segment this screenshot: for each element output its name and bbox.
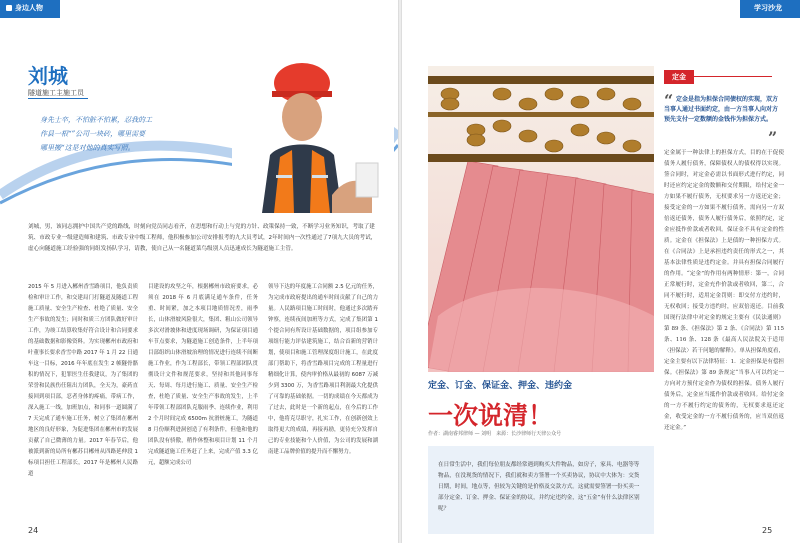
right-page [402,0,800,543]
lead-paragraph: 在日常生活中，我们每位朋友都经常遇到购买大件物品，如房子，家具、电器等等物品，在没现货的情况下，我们就和卖方签署一个买卖协议，协议中大体为：交货日期，时间，地点等，但较为关键的是价格及交款方式。这就需要签署一份买卖一部分定金、订金、押金、保证金的协议，并约定违约金，这“五金”有什么法律区别呢？ [428,446,654,534]
person-quote: 身先士卒，不怕脏不怕累，忍我的工 作县一根“”公司一块砖，哪里需要 哪里搬“这是对他的真实写照。 [40,116,152,152]
body-column-2: 目建设的攻坚之年，根据郴州市政府要求，必须在 2018 年 6 月底满足通车条件，任务重、时间紧，加之本项目地质情况差，雨季长，山体滑坡风险很大，集团、粗山公司领导多次对滑坡体和进度现场调研，为保证项目通车节点要求，为隧道施工创造条件，上半年项目部组织山体滑坡治理的情况进行连续不间断施工作业，作为工程部长，带领工程部团队贯彻设计文件和规范要求，坚持和其他同事每天、每周、每月进行施工、质量、安全生产检查，杜绝了质量、安全生产事故的发生，上半年带领工程部团队克服雨季、连续作业，利用 2 个月时间完成 6500m 抗滑桩施工，为隧道 8 月份顺利进洞创造了有利条件，但他和他的团队没有骄傲，稍作休整和项目计划 11 个月完成隧道施工任务赶了上来，完成产值 3.3 亿元，超额完成公司 [148,284,258,466]
body-columns [28,282,378,480]
author-line: 作者：湖南睿邦律师 — 刘明 来源：长沙律师行天律公众号 [428,431,562,437]
highlight-quote: 定金是指为担保合同债权的实现，双方当事人通过书面约定，由一方当事人向对方预先支付一定数额的金钱作为担保方式。 [664,96,779,123]
right-header-label: 学习沙龙 [754,4,782,12]
section-tag-rule [694,76,772,77]
worker-portrait-photo [232,45,394,213]
person-icon [6,5,12,11]
left-page [0,0,398,543]
close-quote-icon: ” [768,128,778,147]
person-name: 刘城 [28,64,68,88]
body-column-1: 2015 年 5 月进入郴州香雪路项目，他负责质检和审计工作，和交建局门打隧道及隧道工程施工质量、安全生产检查、杜绝了质量、安全生产事故的发生；同时和质三方团队做好审计工作，为竣工结算收集好符合设计和合同要求的基础数据和影像资料。为实现郴州市政府和叶董事长要求香雪中路 2017 年 1 月 22 日通车这一目标，2016 年年底在发生 2 帧隧骨骼积的情况下，犯罪医生任我建议，为了集团的荣誉和民族伤任阻出力团队，全天为，豪药直接回到项目部，忍者身体的疼痛，带病工作，深入施工一线，加班加点，和同事一道圆满了 7 天完成了通车施工任务，树立了集团在郴州地区的良好形象，为促进集团在郴州市的发展贡献了自己微薄的力量。2017 年春节后，他被派到新的局所有郴苏目郴州从四路延伸段 1 标项目担任工程部长，2017 年是郴州人民路道 [28,284,138,477]
left-page-number: 24 [28,526,39,535]
body-column-3: 领导下达的年度施工合同额 2.5 亿元的任务，为完成市政府提出的通车时间贡献了自己的力量。人民路项目施工时间时，他通过多次踏弃钟察，连续夜间加班等方式，完成了集团第 1 个提合同有所设计基础数据的，项目组参加专项组行能力评估建筑施工，结合首新的营销计划，使项目和施工管理深度组计施工，在此度部门帮助下，将香雪路项目完成的工程量进行精细化计算，使内审价格从最初的 6087 万减少到 3300 万，为香雪路项目利润最大化提供了可靠的基础依据。一切的成绩在今天都成为了过去，此时是一个新的起点，在今后的工作中，他将克尽职守，扎实工作，在创新创效上取得更大的成绩，再接再励，更待充分发挥自己的专业技能和个人价值，为公司的发展和湖南建工品牌价值的提升而不懈努力。 [268,284,378,455]
person-role: 隧道施工主施工员 [28,89,84,97]
article-subtitle: 定金、订金、保证金、押金、违约金 [428,381,573,391]
article-column: 定金属于一种法律上的担保方式，目的在于促使债务人履行债务，保障债权人的债权得以实现。签合同时，对定金必需以书面形式进行约定，同时还应约定定金的数额和交付期限，给付定金一方如果不履行债务，无权要求另一方返还定金；接受定金的一方如果不履行债务，需向另一方双倍返还债务，债务人履行债务后，依照约定，定金应抵作价款或者收回。保证金不具有定金的性质。定金在《担保法》上是债的一种担保方式。在《合同法》上是承担违约责任的形式之一，其基本法律性质是违约定金。并具有担保合同履行的作用。“定金”的作用有两种情形：第一，合同正常履行时，定金充作价款或者收回，第二，合同不履行时，适用定金罚则：即交付方违约时，无权收回；接受方违约时，应双倍返还。目前我国现行法律中对定金的规定主要有《民法通则》第 89 条、《担保法》第 2 条、《合同法》第 115 条、116 条、128 条《最高人民法院关于适用〈担保法〉若干问题的解释》。单从担保角度看，定金主要有以下法律特征：1．定金担保是有偿担保。《担保法》第 89 条规定“当事人可以约定一方向对方预付定金作为债权的担保。债务人履行债务后，定金应当抵作价款或者收回。给付定金的一方不履行约定的债务的，无权要求返还定金，收受定金的一方不履行债务的，应当双倍返还定金。” [664,150,784,431]
article-title: 一次说清！ [428,401,554,430]
left-header-label: 身边人物 [6,3,43,13]
open-quote-icon: “ [664,91,674,110]
name-underline [28,98,88,99]
intro-paragraph: 刘城，男，该同志拥护中国共产党的路线，时刻向党员同志看齐，在思想和行动上与党的方针、政策保持一致，不断学习业务知识，考取了建筑、市政专业一级建造师和建筑、市政专业中级工程师，他积极参加公司安排报考的九大员考试，2年时间内一次性通过了7项九大员的考试，虚心向隧道施工经验强的同组发扬队学习，请教，使自己从一名隧道菜鸟级别人员迅速成长为隧道施工主管。 [28,224,377,252]
section-tag: 定金 [664,70,694,84]
right-page-number: 25 [762,526,773,535]
abacus-banknotes-photo [428,66,654,372]
